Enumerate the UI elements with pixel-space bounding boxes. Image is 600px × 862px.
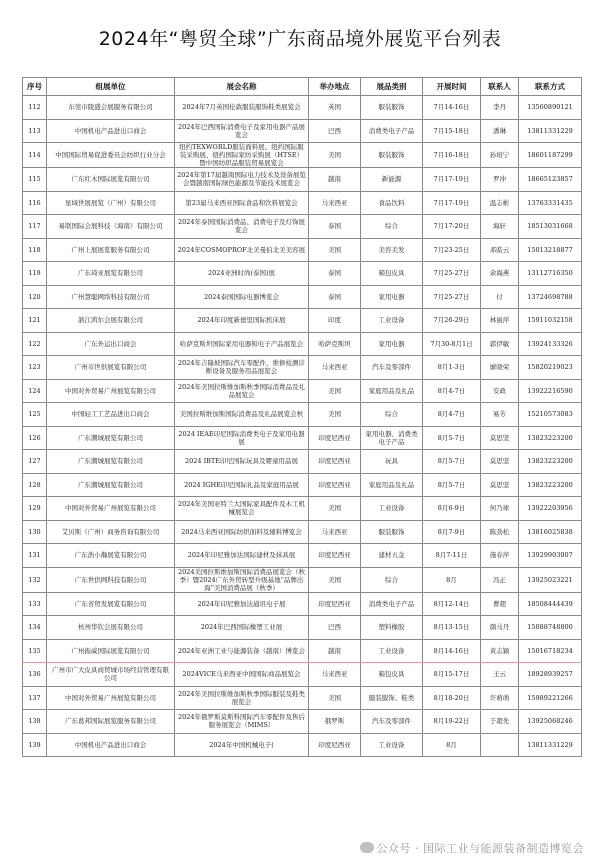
- cell-organizer: 广东红木国际展览有限公司: [47, 168, 175, 192]
- cell-category: 新能源: [361, 168, 423, 192]
- table-header: [23, 78, 582, 96]
- cell-organizer: 中国对外贸易广州展览有限公司: [47, 497, 175, 521]
- cell-category: 服装服饰: [361, 143, 423, 168]
- cell-date: 7月17-19日: [423, 168, 481, 192]
- cell-category: 服装服饰、鞋类: [361, 686, 423, 710]
- cell-location: 印度尼西亚: [309, 450, 361, 474]
- cell-category: 消费类电子产品: [361, 119, 423, 143]
- cell-contact: 曹超: [481, 592, 519, 616]
- cell-exhibition-name: 2024年美国拉斯维加斯秋季国际服装及鞋类展览会: [175, 686, 309, 710]
- header-location: 举办地点: [309, 78, 361, 96]
- cell-category: 箱包皮具: [361, 262, 423, 286]
- cell-exhibition-name: 2024年COSMOPROF北美曼伯北美美容展: [175, 238, 309, 262]
- cell-location: 印度: [309, 309, 361, 333]
- cell-organizer: 广东葛邦国际展览服务有限公司: [47, 710, 175, 734]
- cell-contact: 邓皓云: [481, 238, 519, 262]
- cell-contact: 易芳: [481, 403, 519, 427]
- cell-category: 家用电器、消费类电子产品: [361, 426, 423, 450]
- cell-contact: 付: [481, 285, 519, 309]
- cell-category: 工业设备: [361, 309, 423, 333]
- cell-exhibition-name: 第23届马来西亚国际食品和饮料展览会: [175, 191, 309, 215]
- cell-organizer: 杭州华钦会展有限公司: [47, 616, 175, 640]
- cell-category: 汽车及零部件: [361, 710, 423, 734]
- cell-phone: 13811331229: [519, 733, 582, 757]
- cell-category: 家庭用品及礼品: [361, 473, 423, 497]
- cell-location: 越南: [309, 639, 361, 663]
- cell-contact: 莫思坚: [481, 473, 519, 497]
- cell-phone: 18513031668: [519, 215, 582, 239]
- table-row: [23, 473, 582, 497]
- cell-phone: 15911032158: [519, 309, 582, 333]
- table-row: [23, 143, 582, 168]
- cell-phone: 15016718234: [519, 639, 582, 663]
- cell-phone: 18928939257: [519, 663, 582, 687]
- cell-exhibition-name: 2024 IBTE印尼国际玩具及婴童用品展: [175, 450, 309, 474]
- cell-index: 119: [23, 262, 47, 286]
- cell-index: 117: [23, 215, 47, 239]
- cell-category: 建材五金: [361, 544, 423, 568]
- cell-contact: 林丽萍: [481, 309, 519, 333]
- cell-date: 7月25-27日: [423, 262, 481, 286]
- cell-contact: 孙培宁: [481, 143, 519, 168]
- cell-category: 塑料橡胶: [361, 616, 423, 640]
- cell-category: 玩具: [361, 450, 423, 474]
- cell-index: 129: [23, 497, 47, 521]
- cell-index: 134: [23, 616, 47, 640]
- table-row: [23, 96, 582, 120]
- cell-date: 7月14-16日: [423, 96, 481, 120]
- cell-contact: 海轩: [481, 215, 519, 239]
- cell-category: 工业设备: [361, 733, 423, 757]
- cell-exhibition-name: 纽约TEXWORLD服装面料展、纽约国际服装采购展、纽约国际家纺采购展（HTSE）暨中国纺织品服装贸易展览会: [175, 143, 309, 168]
- cell-category: 箱包皮具: [361, 663, 423, 687]
- exhibition-table-wrapper: [22, 77, 581, 757]
- cell-phone: 13724698788: [519, 285, 582, 309]
- cell-date: 7月23-25日: [423, 238, 481, 262]
- cell-phone: 15013218877: [519, 238, 582, 262]
- cell-organizer: 广州市世供展览有限公司: [47, 356, 175, 380]
- header-contact: 联系人: [481, 78, 519, 96]
- cell-contact: 温志彬: [481, 191, 519, 215]
- cell-date: 8月: [423, 733, 481, 757]
- cell-organizer: 中国对外贸易广州展览有限公司: [47, 379, 175, 403]
- table-body: [23, 96, 582, 757]
- cell-location: 马来西亚: [309, 191, 361, 215]
- table-row: [23, 332, 582, 356]
- cell-exhibition-name: 2024年中国机械电子(: [175, 733, 309, 757]
- cell-date: 7月16-18日: [423, 143, 481, 168]
- cell-index: 116: [23, 191, 47, 215]
- cell-organizer: 中国对外贸易广州展览有限公司: [47, 686, 175, 710]
- cell-phone: 15210573083: [519, 403, 582, 427]
- table-row: [23, 356, 582, 380]
- table-row: [23, 520, 582, 544]
- cell-index: 131: [23, 544, 47, 568]
- cell-phone: 18665123857: [519, 168, 582, 192]
- table-row: [23, 592, 582, 616]
- cell-date: 8月4-7日: [423, 403, 481, 427]
- cell-exhibition-name: 2024美国拉斯维加斯国际消费品展览会（秋季）暨2024广东外贸转型升级基地“品牌出海”美国消费品展（秋季）: [175, 567, 309, 592]
- cell-category: 综合: [361, 403, 423, 427]
- cell-phone: 13925068246: [519, 710, 582, 734]
- cell-contact: 陈劲松: [481, 520, 519, 544]
- cell-category: 消费类电子产品: [361, 592, 423, 616]
- cell-location: 印度尼西亚: [309, 592, 361, 616]
- cell-location: 俄罗斯: [309, 710, 361, 734]
- cell-exhibition-name: 2024年吉隆坡国际汽车零配件、维修检测诊断设备及服务用品展览会: [175, 356, 309, 380]
- cell-location: 美国: [309, 686, 361, 710]
- cell-date: 8月12-14日: [423, 592, 481, 616]
- cell-date: 7月25-27日: [423, 285, 481, 309]
- cell-index: 118: [23, 238, 47, 262]
- cell-contact: 廖晓荣: [481, 356, 519, 380]
- cell-index: 133: [23, 592, 47, 616]
- cell-organizer: 广州上展展览服务有限公司: [47, 238, 175, 262]
- cell-category: 美容美发: [361, 238, 423, 262]
- cell-contact: 郭伊敏: [481, 332, 519, 356]
- cell-exhibition-name: 2024 IGHE印尼国际礼品及家庭用品展: [175, 473, 309, 497]
- cell-contact: 何乃球: [481, 497, 519, 521]
- table-row: [23, 403, 582, 427]
- cell-exhibition-name: 哈萨克斯坦国际家用电器和电子产品展览会: [175, 332, 309, 356]
- watermark-text: 公众号 · 国际工业与能源装备制造博览会: [376, 842, 584, 855]
- cell-index: 130: [23, 520, 47, 544]
- cell-location: 印度尼西亚: [309, 426, 361, 450]
- cell-organizer: 中国轻工工艺品进出口商会: [47, 403, 175, 427]
- cell-exhibition-name: 2024年第17届越南国际电力技术及设备展览会暨越南国际绿色能源及节能技术展览会: [175, 168, 309, 192]
- cell-index: 114: [23, 143, 47, 168]
- cell-organizer: 易联国际会展科技（海南）有限公司: [47, 215, 175, 239]
- header-category: 展品类别: [361, 78, 423, 96]
- cell-location: 马来西亚: [309, 520, 361, 544]
- cell-index: 127: [23, 450, 47, 474]
- cell-organizer: 广东潮城展览有限公司: [47, 473, 175, 497]
- cell-index: 113: [23, 119, 47, 143]
- table-row: [23, 710, 582, 734]
- cell-exhibition-name: 2024年俄罗斯莫斯科国际汽车零配件及售后服务展览会（MIMS）: [175, 710, 309, 734]
- table-row: [23, 544, 582, 568]
- cell-location: 马来西亚: [309, 356, 361, 380]
- cell-phone: 13823223200: [519, 450, 582, 474]
- cell-location: 美国: [309, 567, 361, 592]
- cell-category: 家庭用品及礼品: [361, 379, 423, 403]
- cell-organizer: 中国机电产品进出口商会: [47, 119, 175, 143]
- cell-location: 美国: [309, 379, 361, 403]
- table-row: [23, 733, 582, 757]
- cell-contact: 于超先: [481, 710, 519, 734]
- table-row: [23, 285, 582, 309]
- cell-date: 8月15-17日: [423, 663, 481, 687]
- exhibition-table: [22, 77, 582, 757]
- header-row: [23, 78, 582, 96]
- table-row: [23, 168, 582, 192]
- cell-phone: 13823223200: [519, 426, 582, 450]
- cell-category: 服装服饰: [361, 520, 423, 544]
- table-row: [23, 426, 582, 450]
- table-row: [23, 119, 582, 143]
- cell-date: 8月18-20日: [423, 686, 481, 710]
- cell-contact: 莫思坚: [481, 450, 519, 474]
- cell-date: 8月13-15日: [423, 616, 481, 640]
- cell-index: 122: [23, 332, 47, 356]
- cell-exhibition-name: 2024年7月英国伦敦服装服饰鞋类展览会: [175, 96, 309, 120]
- cell-date: 7月17-19日: [423, 191, 481, 215]
- cell-phone: 13112716350: [519, 262, 582, 286]
- cell-organizer: 浙江鸿尔会展有限公司: [47, 309, 175, 333]
- cell-index: 123: [23, 356, 47, 380]
- cell-phone: 13922203956: [519, 497, 582, 521]
- cell-phone: 18601187299: [519, 143, 582, 168]
- cell-location: 马来西亚: [309, 663, 361, 687]
- cell-contact: 安政: [481, 379, 519, 403]
- cell-exhibition-name: 2024年巴西国际橡塑工业展: [175, 616, 309, 640]
- cell-category: 综合: [361, 567, 423, 592]
- cell-phone: 13816025838: [519, 520, 582, 544]
- cell-category: 服装服饰: [361, 96, 423, 120]
- cell-location: 美国: [309, 143, 361, 168]
- cell-organizer: 广州慧聪网络科技有限公司: [47, 285, 175, 309]
- cell-date: 7月15-18日: [423, 119, 481, 143]
- cell-contact: [481, 733, 519, 757]
- cell-location: 泰国: [309, 262, 361, 286]
- table-row: [23, 191, 582, 215]
- cell-index: 124: [23, 379, 47, 403]
- cell-exhibition-name: 2024年印度新德里国际机床展: [175, 309, 309, 333]
- cell-organizer: 艾贝斯（广州）商务咨询有限公司: [47, 520, 175, 544]
- table-row: [23, 262, 582, 286]
- wechat-icon: [360, 842, 374, 853]
- cell-exhibition-name: 2024年美国亚特兰大国际家具配件及木工机械展览会: [175, 497, 309, 521]
- cell-organizer: 广东外运出口商会: [47, 332, 175, 356]
- cell-category: 汽车及零部件: [361, 356, 423, 380]
- cell-location: 哈萨克斯坦: [309, 332, 361, 356]
- cell-date: 8月14-16日: [423, 639, 481, 663]
- cell-organizer: 广东潮城展览有限公司: [47, 426, 175, 450]
- header-index: 序号: [23, 78, 47, 96]
- cell-index: 112: [23, 96, 47, 120]
- cell-exhibition-name: 2024年美国拉斯维加斯秋季国际消费品及礼品展览会: [175, 379, 309, 403]
- cell-phone: 13922216590: [519, 379, 582, 403]
- cell-organizer: 广东浩小瀚展览有限公司: [47, 544, 175, 568]
- cell-date: 8月7-9日: [423, 520, 481, 544]
- cell-contact: 许萌萌: [481, 686, 519, 710]
- cell-phone: 15088748800: [519, 616, 582, 640]
- cell-phone: 13823223200: [519, 473, 582, 497]
- cell-exhibition-name: 2024VICE马来西亚中国国际商品展览会: [175, 663, 309, 687]
- cell-organizer: 中国国际贸易促进委员会纺织行业分会: [47, 143, 175, 168]
- cell-exhibition-name: 美国拉斯维加斯国际消费品及礼品展览会秋: [175, 403, 309, 427]
- cell-date: 8月5-7日: [423, 450, 481, 474]
- cell-phone: 15989221266: [519, 686, 582, 710]
- cell-date: 7月26-29日: [423, 309, 481, 333]
- cell-index: 115: [23, 168, 47, 192]
- table-row: [23, 616, 582, 640]
- cell-index: 132: [23, 567, 47, 592]
- cell-exhibition-name: 2024年泰国国际消费品、消费电子及灯饰展览会: [175, 215, 309, 239]
- table-row: [23, 379, 582, 403]
- cell-index: 138: [23, 710, 47, 734]
- cell-index: 121: [23, 309, 47, 333]
- cell-phone: 13929903007: [519, 544, 582, 568]
- table-row: [23, 497, 582, 521]
- cell-phone: 13925023221: [519, 567, 582, 592]
- cell-organizer: 中国机电产品进出口商会: [47, 733, 175, 757]
- cell-contact: 施春萍: [481, 544, 519, 568]
- cell-organizer: 星域世展展览（广州）有限公司: [47, 191, 175, 215]
- cell-category: 家用电器: [361, 285, 423, 309]
- table-row: [23, 238, 582, 262]
- cell-organizer: 广东琦亚展览有限公司: [47, 262, 175, 286]
- header-organizer: 组展单位: [47, 78, 175, 96]
- cell-index: 137: [23, 686, 47, 710]
- cell-exhibition-name: 2024年巴西国际消费电子及家用电器产品展览会: [175, 119, 309, 143]
- cell-contact: 颜马丹: [481, 616, 519, 640]
- cell-date: 7月30-8月1日: [423, 332, 481, 356]
- cell-date: 8月5-7日: [423, 426, 481, 450]
- cell-exhibition-name: 2024年印尼雅加达国际建材及抹具展: [175, 544, 309, 568]
- cell-index: 120: [23, 285, 47, 309]
- cell-index: 128: [23, 473, 47, 497]
- cell-contact: 王云: [481, 663, 519, 687]
- cell-category: 食品饮料: [361, 191, 423, 215]
- cell-exhibition-name: 2024年印尼雅加达通讯电子展: [175, 592, 309, 616]
- cell-exhibition-name: 2024马来西亚国际纺织面料及辅料博览会: [175, 520, 309, 544]
- cell-date: 7月17-20日: [423, 215, 481, 239]
- cell-organizer: 广东省贸发展览有限公司: [47, 592, 175, 616]
- cell-exhibition-name: 2024年亚洲工业与能源装备（越南）博览会: [175, 639, 309, 663]
- cell-location: 印度尼西亚: [309, 544, 361, 568]
- cell-phone: 13560890121: [519, 96, 582, 120]
- cell-contact: 黄志颖: [481, 639, 519, 663]
- cell-organizer: 广东潮城展览有限公司: [47, 450, 175, 474]
- cell-organizer: 广东世供网科技有限公司: [47, 567, 175, 592]
- cell-location: 印度尼西亚: [309, 733, 361, 757]
- cell-exhibition-name: 2024泰国国际电器博览会: [175, 285, 309, 309]
- cell-location: 泰国: [309, 285, 361, 309]
- cell-contact: 莫思坚: [481, 426, 519, 450]
- cell-contact: 罗冲: [481, 168, 519, 192]
- cell-date: 8月4-7日: [423, 379, 481, 403]
- cell-index: 136: [23, 663, 47, 687]
- cell-location: 印度尼西亚: [309, 473, 361, 497]
- watermark: [360, 840, 585, 856]
- cell-date: 8月1-3日: [423, 356, 481, 380]
- cell-index: 126: [23, 426, 47, 450]
- cell-phone: 18508444439: [519, 592, 582, 616]
- cell-location: 巴西: [309, 616, 361, 640]
- header-exhibition-name: 展会名称: [175, 78, 309, 96]
- cell-index: 125: [23, 403, 47, 427]
- cell-date: 8月19-22日: [423, 710, 481, 734]
- cell-location: 泰国: [309, 215, 361, 239]
- cell-date: 8月6-9日: [423, 497, 481, 521]
- cell-organizer: 广州振威国际展览有限公司: [47, 639, 175, 663]
- cell-exhibition-name: 2024亚洲时尚(泰国)展: [175, 262, 309, 286]
- cell-phone: 15820219023: [519, 356, 582, 380]
- cell-date: 8月: [423, 567, 481, 592]
- table-row: [23, 686, 582, 710]
- table-row: [23, 215, 582, 239]
- cell-location: 美国: [309, 497, 361, 521]
- table-row: [23, 309, 582, 333]
- cell-category: 家用电器: [361, 332, 423, 356]
- cell-index: 135: [23, 639, 47, 663]
- cell-contact: 余海燕: [481, 262, 519, 286]
- cell-category: 工业设备: [361, 639, 423, 663]
- cell-location: 越南: [309, 168, 361, 192]
- cell-location: 英国: [309, 96, 361, 120]
- cell-phone: 13811331229: [519, 119, 582, 143]
- cell-location: 巴西: [309, 119, 361, 143]
- cell-exhibition-name: 2024 IEAE印尼国际消费类电子及家用电器展: [175, 426, 309, 450]
- header-date: 开展时间: [423, 78, 481, 96]
- table-row: [23, 663, 582, 687]
- cell-contact: 冯正: [481, 567, 519, 592]
- cell-organizer: 东莞市陵盛会展服务有限公司: [47, 96, 175, 120]
- cell-category: 综合: [361, 215, 423, 239]
- cell-location: 美国: [309, 403, 361, 427]
- header-phone: 联系方式: [519, 78, 582, 96]
- table-row: [23, 567, 582, 592]
- cell-location: 美国: [309, 238, 361, 262]
- cell-contact: 李丹: [481, 96, 519, 120]
- cell-organizer: 广州市广大皮具商贸城市场经营管理有限公司: [47, 663, 175, 687]
- table-row: [23, 639, 582, 663]
- cell-contact: 潘琳: [481, 119, 519, 143]
- cell-date: 8月7-11日: [423, 544, 481, 568]
- cell-index: 139: [23, 733, 47, 757]
- table-row: [23, 450, 582, 474]
- cell-phone: 13763331435: [519, 191, 582, 215]
- page-title: 2024年“粤贸全球”广东商品境外展览平台列表: [98, 28, 502, 50]
- cell-category: 工业设备: [361, 497, 423, 521]
- cell-date: 8月5-7日: [423, 473, 481, 497]
- cell-phone: 13924133326: [519, 332, 582, 356]
